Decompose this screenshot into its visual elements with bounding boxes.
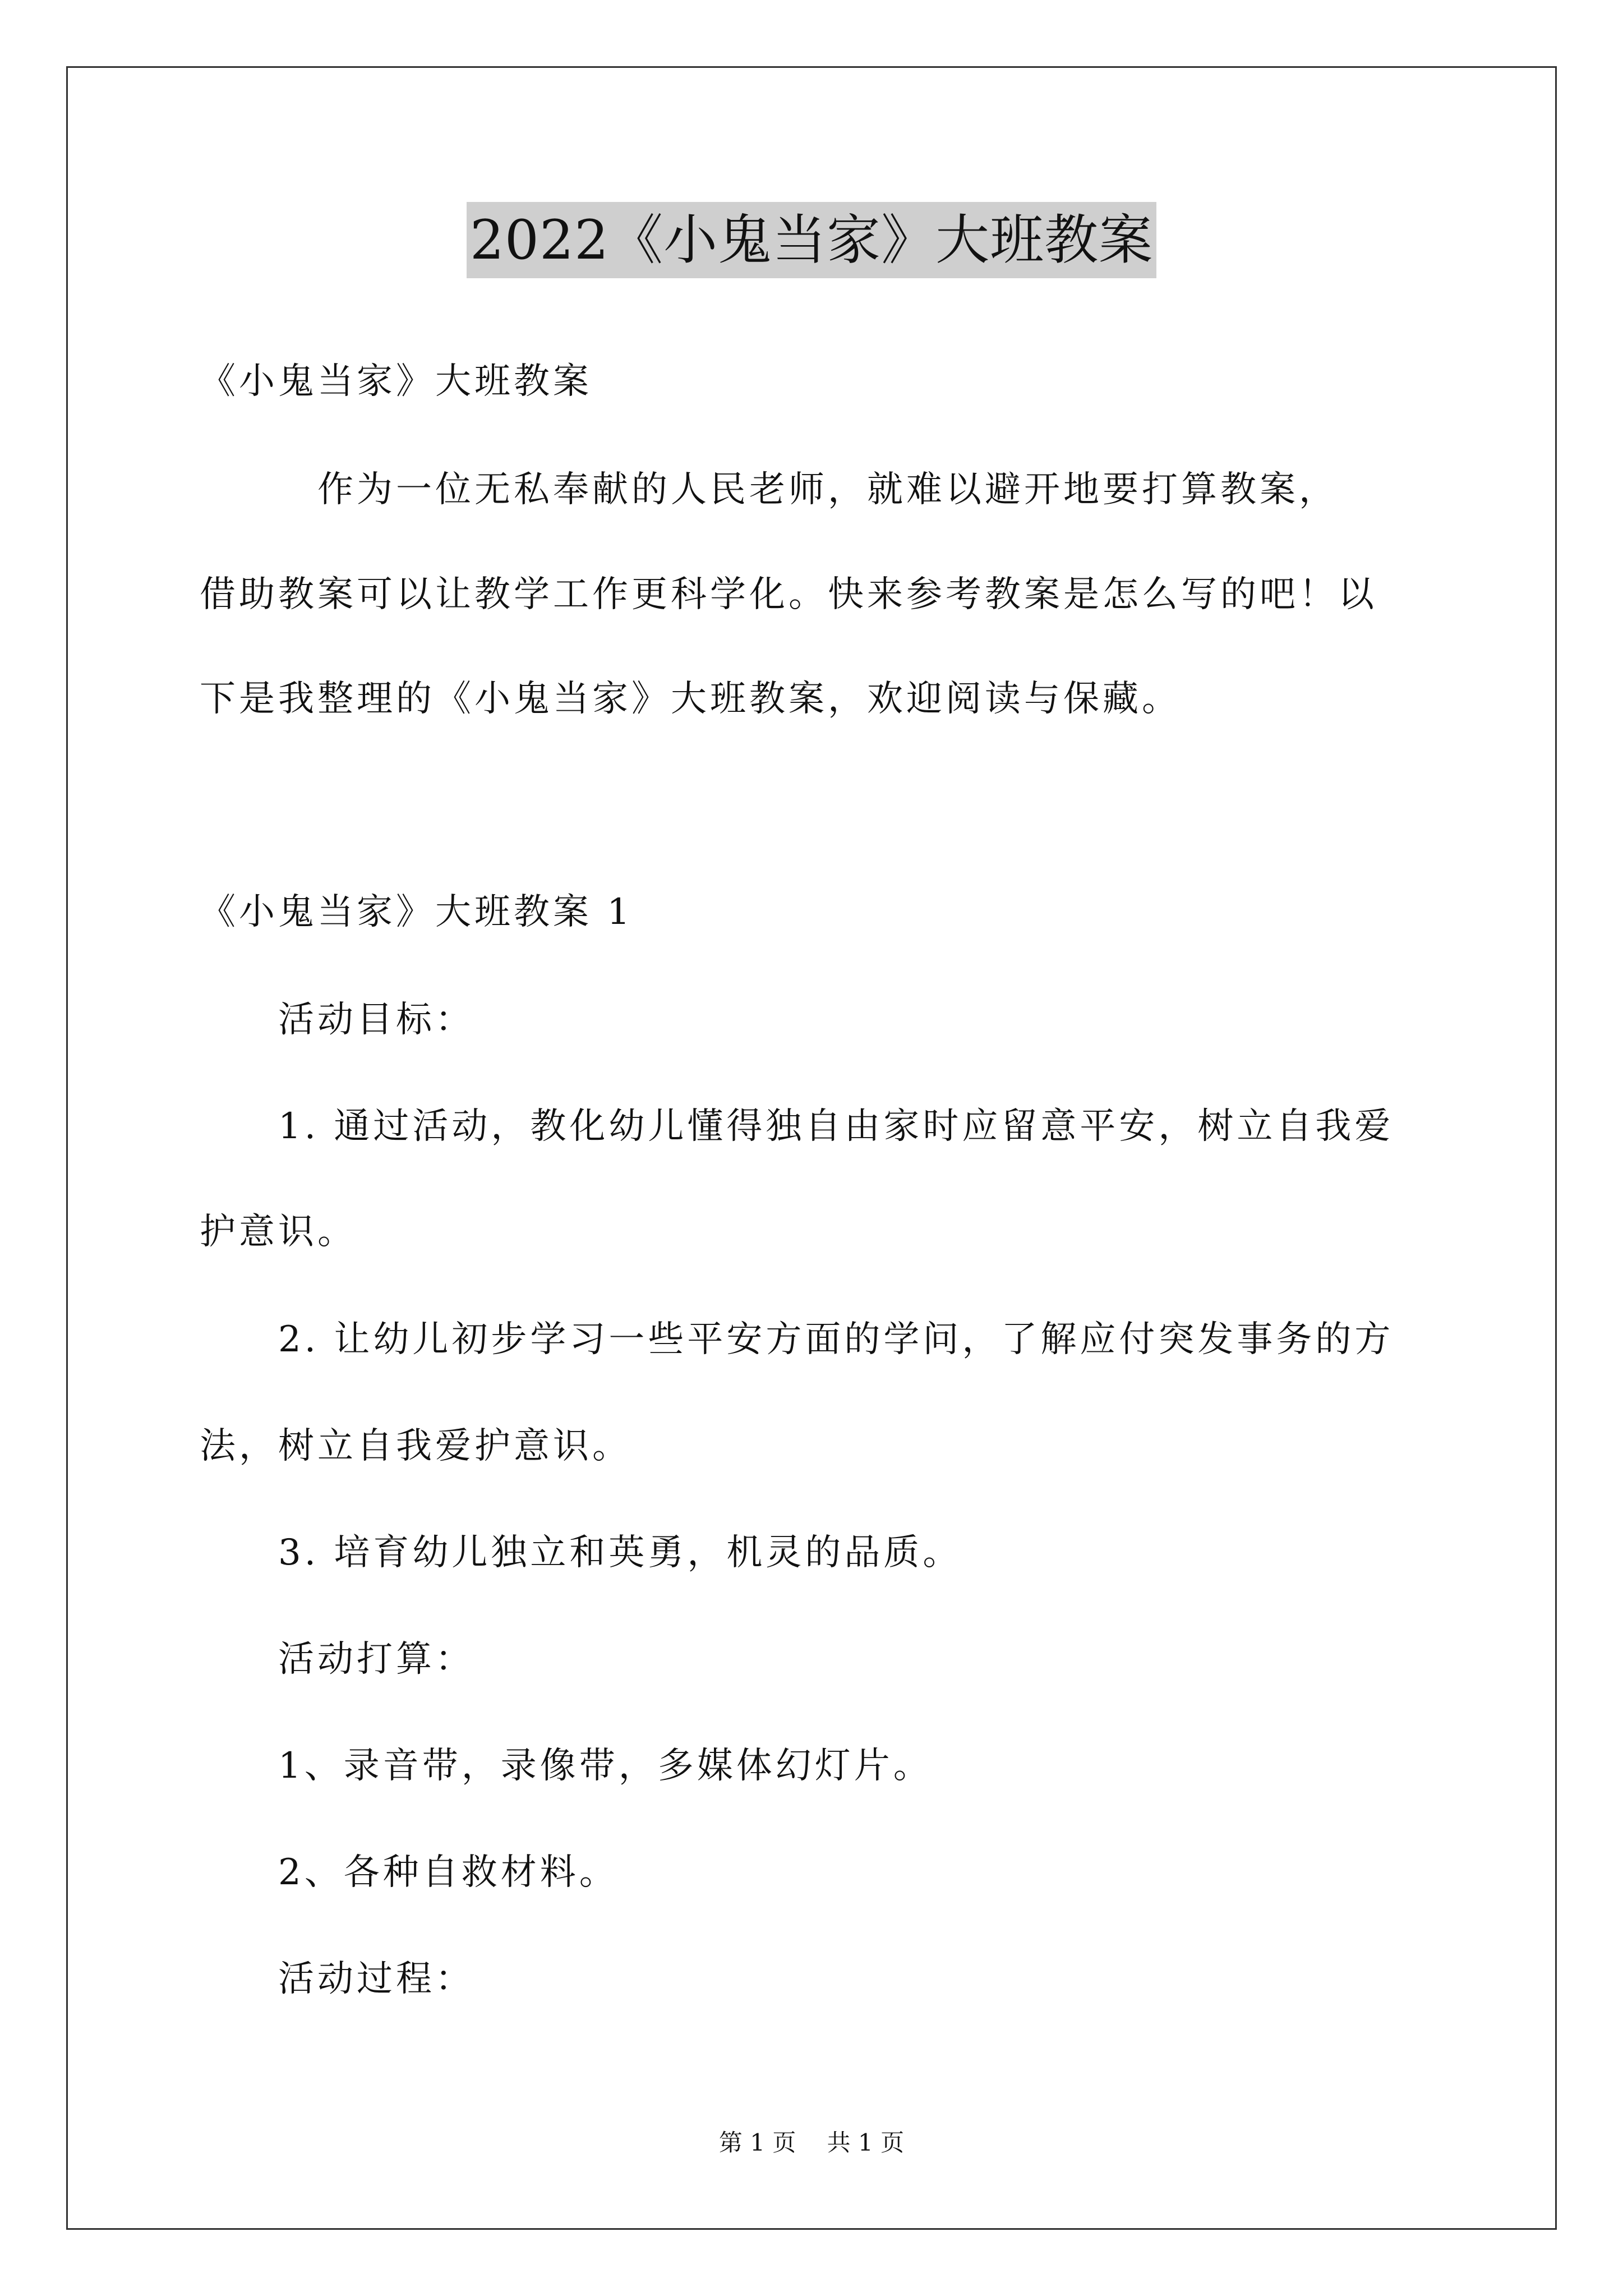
text-line: 1、录音带，录像带，多媒体幻灯片。 [200,1745,933,1787]
text-line: 《小鬼当家》大班教案 [200,361,592,402]
text-line: 2、各种自救材料。 [200,1852,619,1893]
text-line: 护意识。 [200,1211,357,1253]
document-title: 2022《小鬼当家》大班教案 [467,202,1156,278]
text-line: 借助教案可以让教学工作更科学化。快来参考教案是怎么写的吧！以 [200,574,1377,615]
text-line: 1. 通过活动，教化幼儿懂得独自由家时应留意平安，树立自我爱 [200,1106,1394,1147]
section-heading: 《小鬼当家》大班教案 1 [200,891,634,933]
text-line: 活动目标： [200,999,474,1041]
text-line: 2. 让幼儿初步学习一些平安方面的学问，了解应付突发事务的方 [200,1319,1394,1360]
text-line: 3. 培育幼儿独立和英勇，机灵的品质。 [200,1532,962,1573]
text-line: 下是我整理的《小鬼当家》大班教案，欢迎阅读与保藏。 [200,678,1181,720]
text-line: 作为一位无私奉献的人民老师，就难以避开地要打算教案， [200,469,1338,510]
title-container [0,202,1623,278]
page-footer: 第 1 页 共 1 页 [718,2129,905,2156]
text-line: 法，树立自我爱护意识。 [200,1425,631,1467]
text-line: 活动过程： [200,1958,474,2000]
text-line: 活动打算： [200,1639,474,1680]
